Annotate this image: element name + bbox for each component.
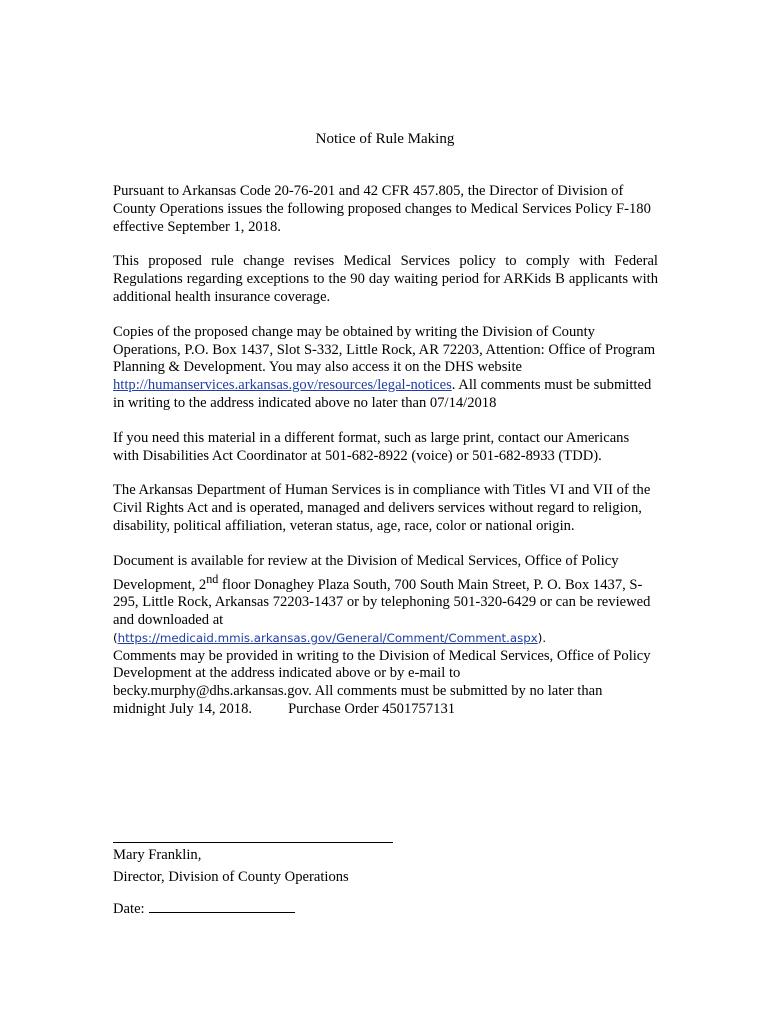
signatory-role: Director, Division of County Operations (113, 869, 349, 885)
comment-url-link[interactable]: https://medicaid.mmis.arkansas.gov/General/Comment/Comment.aspx (117, 630, 538, 645)
signatory-name: Mary Franklin, (113, 847, 202, 863)
contact-email[interactable]: becky.murphy@dhs.arkansas.gov (113, 683, 309, 700)
paragraph-civil-rights: The Arkansas Department of Human Services is in compliance with Titles VI and VII of the Civil Rights Act and is operated, managed and delivers services without regard to religion, disability, political affiliation, veteran status, age, race, color or national origin. (113, 482, 651, 534)
paragraph-copies (113, 324, 658, 413)
date-label: Date: (113, 901, 145, 917)
paragraph-availability (113, 553, 658, 630)
copies-text: Copies of the proposed change may be obtained by writing the Division of County Operations, P.O. Box 1437, Slot S-332, Little Rock, AR 72203, Attention: Office of Program Planning & Development. You may also access it on the DHS website (113, 323, 656, 376)
signature-block (113, 844, 349, 888)
legal-notices-link[interactable]: http://humanservices.arkansas.gov/resources/legal-notices (113, 377, 452, 394)
url-close-paren: ). (537, 630, 547, 645)
comment-url-line (113, 630, 658, 648)
availability-text-a: Document is available for review at the Division of Medical Services, Office of Policy Development, 2 (113, 552, 619, 593)
comments-text-b: . All comments must be submitted by no later than midnight July 14, 2018. (113, 683, 603, 717)
url-open-paren: ( (113, 630, 118, 645)
copies-tail: . All comments must be submitted in writing to the address indicated above no later than 07/14/2018 (113, 377, 652, 411)
document-body (113, 183, 658, 736)
document-title: Notice of Rule Making (315, 131, 455, 147)
date-blank-line (149, 898, 295, 913)
comments-text-a: Comments may be provided in writing to the Division of Medical Services, Office of Policy Development at the address indicated above or by e-mail to (113, 647, 651, 682)
signature-line (113, 842, 393, 843)
date-field (113, 898, 295, 918)
paragraph-accessibility: If you need this material in a different format, such as large print, contact our Americans with Disabilities Act Coordinator at 501-682-8922 (voice) or 501-682-8933 (TDD). (113, 429, 630, 464)
purchase-order: Purchase Order 4501757131 (288, 700, 456, 717)
ordinal-suffix: nd (206, 571, 219, 586)
paragraph-rule-change: This proposed rule change revises Medical Services policy to comply with Federal Regulations regarding exceptions to the 90 day waiting period for ARKids B applicants with additional health insurance coverage. (113, 253, 658, 305)
availability-text-b: floor Donaghey Plaza South, 700 South Main Street, P. O. Box 1437, S-295, Little Rock, Arkansas 72203-1437 or by telephoning 501-320-6429 or can be reviewed and downloaded at (113, 576, 651, 628)
paragraph-comments (113, 648, 658, 719)
paragraph-authority: Pursuant to Arkansas Code 20-76-201 and 42 CFR 457.805, the Director of Division of County Operations issues the following proposed changes to Medical Services Policy F-180 effective September 1, 2018. (113, 183, 651, 235)
